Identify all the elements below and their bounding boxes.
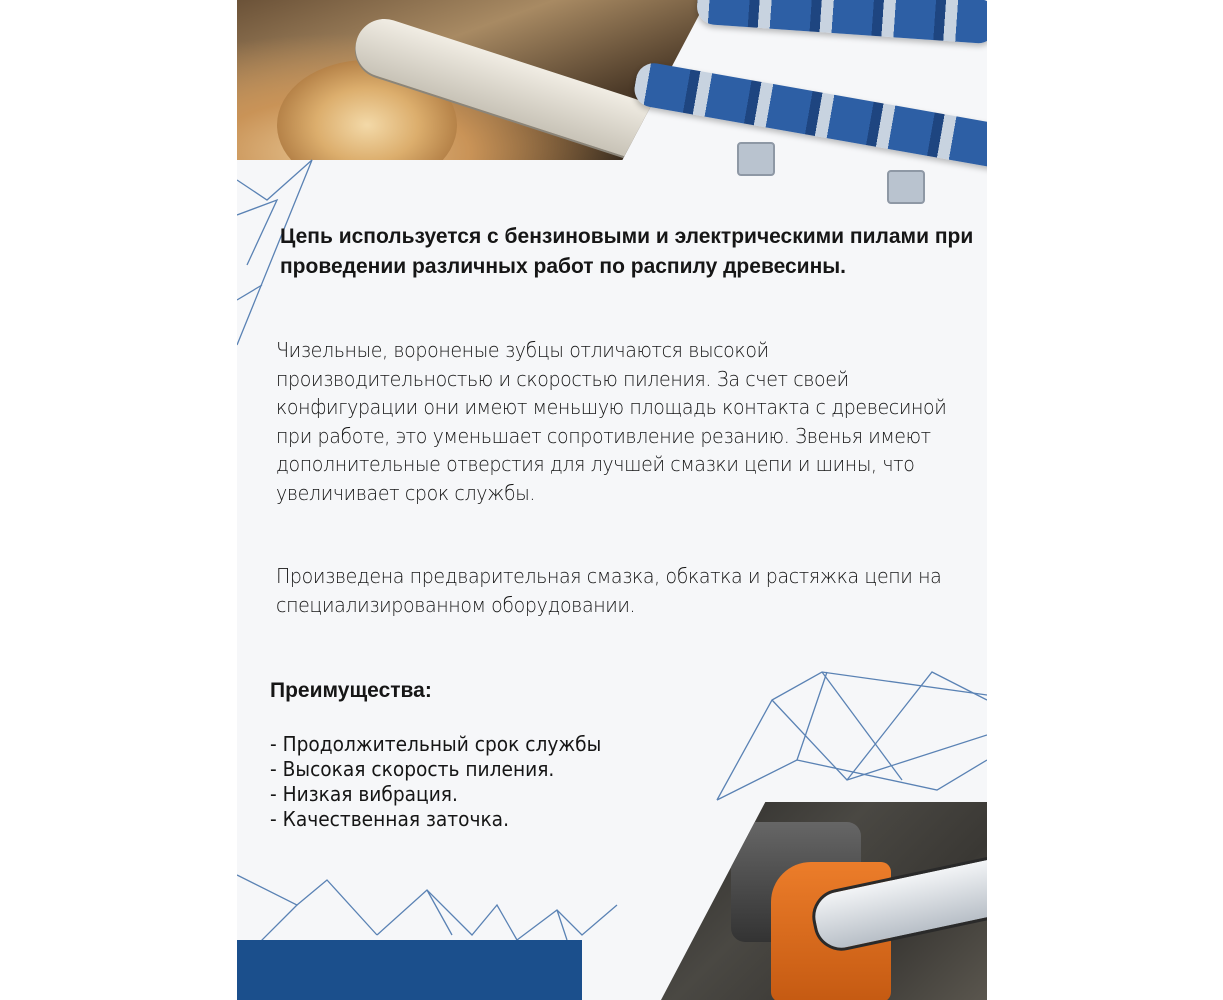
advantage-item: - Качественная заточка.: [270, 807, 509, 831]
description-paragraph: Произведена предварительная смазка, обкатка и растяжка цепи на специализированном оборудовании.: [276, 564, 942, 617]
lead-text: Цепь используется с бензиновыми и электрическими пилами при проведении различных работ по распилу древесины.: [280, 225, 974, 278]
advantages-list: [270, 732, 601, 832]
advantage-item: - Низкая вибрация.: [270, 782, 458, 806]
navy-accent-bar: [237, 940, 582, 1000]
description-paragraph: Чизельные, вороненые зубцы отличаются высокой производительностью и скоростью пиления. За счет своей конфигурации они имеют меньшую площадь контакта с древесиной при работе, это уменьшает сопротивление резанию. Звенья имеют дополнительные отверстия для лучшей смазки цепи и шины, что увеличивает срок службы.: [276, 338, 947, 505]
advantage-item: - Высокая скорость пиления.: [270, 757, 555, 781]
advantage-item: - Продолжительный срок службы: [270, 732, 602, 756]
advantages-title: Преимущества:: [270, 679, 432, 702]
